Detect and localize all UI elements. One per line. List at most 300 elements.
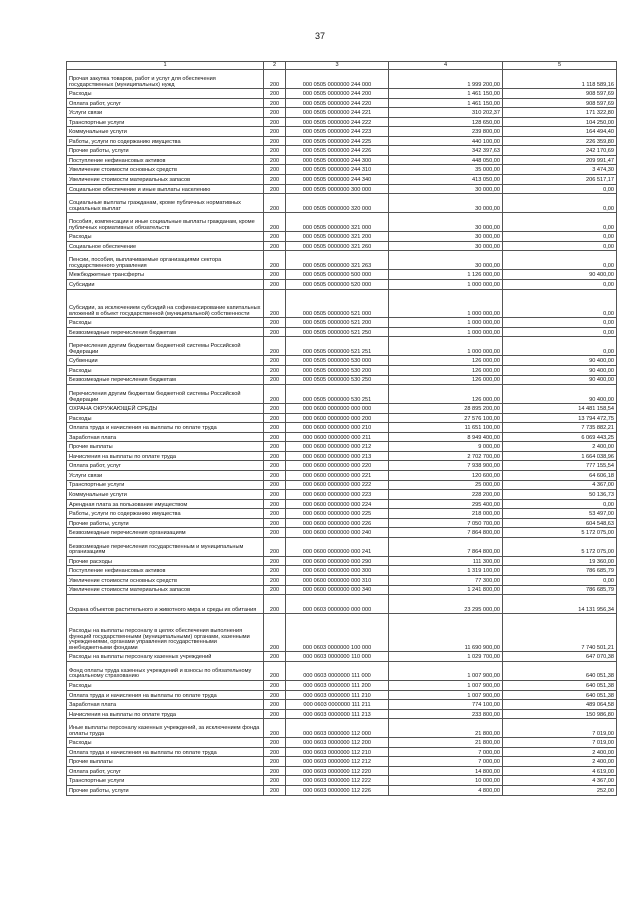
row-code-cell: 000 0600 0000000 000 223 (286, 490, 389, 500)
row-column-2-cell: 200 (264, 480, 286, 490)
table-row (67, 556, 617, 566)
row-value-5-cell: 640 051,38 (503, 690, 617, 700)
row-name-cell: Увеличение стоимости основных средств (67, 575, 264, 585)
row-value-5-cell: 206 517,17 (503, 175, 617, 185)
row-code-cell: 000 0603 0000000 100 000 (286, 614, 389, 652)
row-value-4-cell: 448 050,00 (389, 155, 503, 165)
row-column-2-cell: 200 (264, 432, 286, 442)
row-value-4-cell: 128 650,00 (389, 117, 503, 127)
row-code-cell: 000 0600 0000000 000 000 (286, 404, 389, 414)
row-value-5-cell: 5 172 075,00 (503, 537, 617, 556)
row-name-cell: Социальное обеспечение (67, 241, 264, 251)
row-code-cell: 000 0505 0000000 521 250 (286, 327, 389, 337)
row-code-cell: 000 0505 0000000 500 000 (286, 270, 389, 280)
row-column-2-cell: 200 (264, 461, 286, 471)
row-value-5-cell: 0,00 (503, 241, 617, 251)
row-value-5-cell: 171 322,80 (503, 108, 617, 118)
row-code-cell: 000 0600 0000000 000 240 (286, 528, 389, 538)
row-name-cell: Оплата труда и начисления на выплаты по оплате труда (67, 690, 264, 700)
row-code-cell: 000 0600 0000000 000 221 (286, 470, 389, 480)
row-column-2-cell: 200 (264, 442, 286, 452)
row-column-2-cell: 200 (264, 337, 286, 356)
row-name-cell: Увеличение стоимости материальных запасов (67, 175, 264, 185)
row-code-cell: 000 0603 0000000 112 200 (286, 738, 389, 748)
row-code-cell: 000 0505 0000000 321 263 (286, 251, 389, 270)
table-row (67, 117, 617, 127)
row-value-4-cell: 21 800,00 (389, 738, 503, 748)
row-name-cell: Заработная плата (67, 432, 264, 442)
row-code-cell: 000 0600 0000000 000 290 (286, 556, 389, 566)
row-value-5-cell: 90 400,00 (503, 270, 617, 280)
table-row (67, 136, 617, 146)
row-column-2-cell: 200 (264, 213, 286, 232)
row-code-cell: 000 0505 0000000 300 000 (286, 184, 389, 194)
row-code-cell: 000 0603 0000000 112 210 (286, 747, 389, 757)
row-name-cell: Пособия, компенсации и иные социальные выплаты гражданам, кроме публичных нормативных обязательств (67, 213, 264, 232)
row-name-cell: Услуги связи (67, 470, 264, 480)
row-code-cell: 000 0603 0000000 111 200 (286, 681, 389, 691)
row-column-2-cell: 200 (264, 451, 286, 461)
row-code-cell: 000 0603 0000000 112 226 (286, 786, 389, 796)
table-row (67, 766, 617, 776)
row-value-5-cell: 7 019,00 (503, 738, 617, 748)
row-value-5-cell: 14 131 956,34 (503, 595, 617, 614)
row-name-cell: Субсидии (67, 280, 264, 290)
row-code-cell: 000 0603 0000000 111 210 (286, 690, 389, 700)
row-column-2-cell: 200 (264, 232, 286, 242)
row-name-cell: Межбюджетные трансферты (67, 270, 264, 280)
table-row (67, 70, 617, 89)
row-column-2-cell: 200 (264, 241, 286, 251)
table-row (67, 432, 617, 442)
row-code-cell: 000 0600 0000000 000 225 (286, 509, 389, 519)
row-column-2-cell: 200 (264, 117, 286, 127)
row-code-cell: 000 0600 0000000 000 340 (286, 585, 389, 595)
row-code-cell: 000 0505 0000000 244 220 (286, 98, 389, 108)
row-value-5-cell: 0,00 (503, 280, 617, 290)
row-name-cell: Коммунальные услуги (67, 127, 264, 137)
row-value-4-cell: 1 241 800,00 (389, 585, 503, 595)
table-row (67, 194, 617, 213)
header-cell: 3 (286, 62, 389, 70)
table-row (67, 738, 617, 748)
row-value-5-cell: 7 735 882,21 (503, 423, 617, 433)
row-name-cell: Увеличение стоимости материальных запасов (67, 585, 264, 595)
row-value-5-cell: 90 400,00 (503, 375, 617, 385)
table-row (67, 175, 617, 185)
row-value-5-cell: 0,00 (503, 337, 617, 356)
row-column-2-cell: 200 (264, 614, 286, 652)
row-column-2-cell: 200 (264, 747, 286, 757)
row-value-4-cell: 1 000 000,00 (389, 327, 503, 337)
header-cell: 2 (264, 62, 286, 70)
table-row (67, 184, 617, 194)
table-row (67, 356, 617, 366)
table-row (67, 786, 617, 796)
table-row (67, 614, 617, 652)
row-value-4-cell: 23 295 000,00 (389, 595, 503, 614)
row-value-4-cell: 413 050,00 (389, 175, 503, 185)
row-code-cell: 000 0505 0000000 244 226 (286, 146, 389, 156)
row-value-4-cell: 1 461 150,00 (389, 98, 503, 108)
row-name-cell: Прочие выплаты (67, 442, 264, 452)
row-column-2-cell: 200 (264, 270, 286, 280)
table-row (67, 289, 617, 318)
row-name-cell: Расходы (67, 232, 264, 242)
row-column-2-cell: 200 (264, 766, 286, 776)
row-value-5-cell: 0,00 (503, 184, 617, 194)
row-value-5-cell: 908 597,69 (503, 89, 617, 99)
table-row (67, 127, 617, 137)
page-number: 37 (314, 31, 325, 41)
row-name-cell: Прочие работы, услуги (67, 146, 264, 156)
row-code-cell: 000 0603 0000000 112 222 (286, 776, 389, 786)
row-column-2-cell: 200 (264, 375, 286, 385)
row-name-cell: ОХРАНА ОКРУЖАЮЩЕЙ СРЕДЫ (67, 404, 264, 414)
row-value-5-cell: 2 400,00 (503, 757, 617, 767)
row-value-5-cell: 0,00 (503, 194, 617, 213)
row-code-cell: 000 0505 0000000 530 200 (286, 365, 389, 375)
table-row (67, 757, 617, 767)
row-value-4-cell: 342 397,63 (389, 146, 503, 156)
row-column-2-cell: 200 (264, 136, 286, 146)
table-row (67, 385, 617, 404)
row-name-cell: Начисления на выплаты по оплате труда (67, 451, 264, 461)
row-name-cell: Расходы на выплаты персоналу в целях обеспечения выполнения функций государственными (муниципальными) органами, казенными учреждениями, органами управления государственными внебюджетными фондами (67, 614, 264, 652)
table-row (67, 318, 617, 328)
table-row (67, 375, 617, 385)
row-value-4-cell: 1 461 150,00 (389, 89, 503, 99)
row-code-cell: 000 0505 0000000 244 225 (286, 136, 389, 146)
row-code-cell: 000 0600 0000000 000 226 (286, 518, 389, 528)
row-value-4-cell: 30 000,00 (389, 213, 503, 232)
row-value-5-cell: 90 400,00 (503, 365, 617, 375)
row-column-2-cell: 200 (264, 318, 286, 328)
row-name-cell: Расходы (67, 89, 264, 99)
row-value-5-cell: 0,00 (503, 213, 617, 232)
row-column-2-cell: 200 (264, 89, 286, 99)
row-value-5-cell: 4 367,00 (503, 776, 617, 786)
row-code-cell: 000 0505 0000000 530 251 (286, 385, 389, 404)
header-cell: 1 (67, 62, 264, 70)
row-value-4-cell: 126 000,00 (389, 375, 503, 385)
table-row (67, 509, 617, 519)
row-value-5-cell: 226 359,80 (503, 136, 617, 146)
table-row (67, 652, 617, 662)
row-column-2-cell: 200 (264, 356, 286, 366)
row-value-5-cell: 0,00 (503, 232, 617, 242)
row-column-2-cell: 200 (264, 251, 286, 270)
row-value-4-cell: 1 007 900,00 (389, 690, 503, 700)
budget-table (66, 61, 617, 796)
row-column-2-cell: 200 (264, 709, 286, 719)
row-column-2-cell: 200 (264, 175, 286, 185)
row-name-cell: Расходы (67, 413, 264, 423)
row-name-cell: Охрана объектов растительного и животного мира и среды их обитания (67, 595, 264, 614)
table-row (67, 490, 617, 500)
row-name-cell: Оплата труда и начисления на выплаты по оплате труда (67, 423, 264, 433)
row-value-4-cell: 1 007 900,00 (389, 681, 503, 691)
row-code-cell: 000 0603 0000000 112 212 (286, 757, 389, 767)
row-name-cell: Безвозмездные перечисления бюджетам (67, 375, 264, 385)
row-name-cell: Расходы (67, 318, 264, 328)
table-row (67, 585, 617, 595)
row-value-4-cell: 1 000 000,00 (389, 318, 503, 328)
row-name-cell: Оплата работ, услуг (67, 461, 264, 471)
row-value-4-cell: 10 000,00 (389, 776, 503, 786)
row-column-2-cell: 200 (264, 700, 286, 710)
row-value-4-cell: 30 000,00 (389, 232, 503, 242)
row-value-4-cell: 7 864 800,00 (389, 537, 503, 556)
row-value-4-cell: 7 938 900,00 (389, 461, 503, 471)
row-value-4-cell: 11 690 900,00 (389, 614, 503, 652)
row-code-cell: 000 0600 0000000 000 222 (286, 480, 389, 490)
row-value-5-cell: 50 136,73 (503, 490, 617, 500)
table-row (67, 337, 617, 356)
row-name-cell: Социальные выплаты гражданам, кроме публичных нормативных социальных выплат (67, 194, 264, 213)
table-row (67, 108, 617, 118)
row-value-5-cell: 164 494,40 (503, 127, 617, 137)
row-column-2-cell: 200 (264, 365, 286, 375)
table-row (67, 251, 617, 270)
row-value-4-cell: 77 300,00 (389, 575, 503, 585)
row-column-2-cell: 200 (264, 690, 286, 700)
row-value-4-cell: 25 000,00 (389, 480, 503, 490)
row-name-cell: Пенсии, пособия, выплачиваемые организациями сектора государственного управления (67, 251, 264, 270)
row-code-cell: 000 0505 0000000 521 000 (286, 289, 389, 318)
row-value-4-cell: 218 000,00 (389, 509, 503, 519)
row-code-cell: 000 0505 0000000 321 260 (286, 241, 389, 251)
row-code-cell: 000 0505 0000000 521 200 (286, 318, 389, 328)
table-row (67, 213, 617, 232)
row-name-cell: Субвенции (67, 356, 264, 366)
row-value-5-cell: 786 685,79 (503, 566, 617, 576)
row-name-cell: Расходы (67, 681, 264, 691)
table-row (67, 528, 617, 538)
table-row (67, 155, 617, 165)
row-code-cell: 000 0505 0000000 244 221 (286, 108, 389, 118)
row-name-cell: Работы, услуги по содержанию имущества (67, 136, 264, 146)
table-row (67, 413, 617, 423)
row-value-4-cell: 1 007 900,00 (389, 661, 503, 680)
row-value-4-cell: 30 000,00 (389, 241, 503, 251)
row-value-4-cell: 30 000,00 (389, 251, 503, 270)
row-name-cell: Поступление нефинансовых активов (67, 155, 264, 165)
table-row (67, 719, 617, 738)
row-value-4-cell: 35 000,00 (389, 165, 503, 175)
row-column-2-cell: 200 (264, 566, 286, 576)
row-column-2-cell: 200 (264, 165, 286, 175)
row-code-cell: 000 0505 0000000 530 000 (286, 356, 389, 366)
row-value-4-cell: 1 000 000,00 (389, 280, 503, 290)
table-row (67, 747, 617, 757)
row-code-cell: 000 0603 0000000 111 213 (286, 709, 389, 719)
row-column-2-cell: 200 (264, 518, 286, 528)
row-code-cell: 000 0505 0000000 244 200 (286, 89, 389, 99)
row-code-cell: 000 0600 0000000 000 211 (286, 432, 389, 442)
row-column-2-cell: 200 (264, 776, 286, 786)
header-cell: 5 (503, 62, 617, 70)
row-name-cell: Прочие выплаты (67, 757, 264, 767)
row-value-4-cell: 126 000,00 (389, 385, 503, 404)
row-column-2-cell: 200 (264, 327, 286, 337)
row-column-2-cell: 200 (264, 280, 286, 290)
table-header-row (67, 62, 617, 70)
row-code-cell: 000 0505 0000000 520 000 (286, 280, 389, 290)
row-value-4-cell: 440 100,00 (389, 136, 503, 146)
table-row (67, 661, 617, 680)
row-name-cell: Услуги связи (67, 108, 264, 118)
row-name-cell: Заработная плата (67, 700, 264, 710)
row-code-cell: 000 0603 0000000 111 211 (286, 700, 389, 710)
row-value-5-cell: 252,00 (503, 786, 617, 796)
row-value-5-cell: 4 619,00 (503, 766, 617, 776)
row-name-cell: Оплата работ, услуг (67, 98, 264, 108)
table-row (67, 442, 617, 452)
row-column-2-cell: 200 (264, 719, 286, 738)
row-value-4-cell: 1 000 000,00 (389, 289, 503, 318)
row-value-5-cell: 0,00 (503, 575, 617, 585)
row-value-4-cell: 30 000,00 (389, 184, 503, 194)
row-value-5-cell: 3 474,30 (503, 165, 617, 175)
row-name-cell: Транспортные услуги (67, 117, 264, 127)
table-row (67, 595, 617, 614)
row-column-2-cell: 200 (264, 490, 286, 500)
row-value-4-cell: 120 600,00 (389, 470, 503, 480)
row-value-4-cell: 7 000,00 (389, 747, 503, 757)
row-code-cell: 000 0600 0000000 000 213 (286, 451, 389, 461)
row-value-5-cell: 150 986,80 (503, 709, 617, 719)
table-row (67, 690, 617, 700)
row-name-cell: Прочие работы, услуги (67, 786, 264, 796)
row-name-cell: Поступление нефинансовых активов (67, 566, 264, 576)
row-name-cell: Субсидии, за исключением субсидий на софинансирование капитальных вложений в объект государственной (муниципальной) собственности (67, 289, 264, 318)
row-column-2-cell: 200 (264, 413, 286, 423)
row-value-5-cell: 6 069 443,25 (503, 432, 617, 442)
row-value-4-cell: 233 800,00 (389, 709, 503, 719)
row-value-5-cell: 53 497,00 (503, 509, 617, 519)
row-value-5-cell: 90 400,00 (503, 356, 617, 366)
row-name-cell: Работы, услуги по содержанию имущества (67, 509, 264, 519)
row-code-cell: 000 0505 0000000 244 222 (286, 117, 389, 127)
row-value-4-cell: 1 126 000,00 (389, 270, 503, 280)
row-value-4-cell: 7 864 800,00 (389, 528, 503, 538)
table-row (67, 480, 617, 490)
row-value-4-cell: 27 576 100,00 (389, 413, 503, 423)
row-name-cell: Прочие работы, услуги (67, 518, 264, 528)
table-row (67, 499, 617, 509)
table-row (67, 165, 617, 175)
row-value-4-cell: 295 400,00 (389, 499, 503, 509)
row-column-2-cell: 200 (264, 575, 286, 585)
row-code-cell: 000 0505 0000000 244 310 (286, 165, 389, 175)
table-row (67, 709, 617, 719)
row-value-4-cell: 14 800,00 (389, 766, 503, 776)
row-code-cell: 000 0603 0000000 112 220 (286, 766, 389, 776)
row-value-5-cell: 90 400,00 (503, 385, 617, 404)
row-value-5-cell: 7 740 501,21 (503, 614, 617, 652)
row-name-cell: Безвозмездные перечисления организациям (67, 528, 264, 538)
row-value-4-cell: 8 949 400,00 (389, 432, 503, 442)
row-value-5-cell: 0,00 (503, 499, 617, 509)
row-value-4-cell: 9 000,00 (389, 442, 503, 452)
row-name-cell: Транспортные услуги (67, 776, 264, 786)
table-row (67, 470, 617, 480)
row-code-cell: 000 0600 0000000 000 224 (286, 499, 389, 509)
row-column-2-cell: 200 (264, 595, 286, 614)
row-name-cell: Прочая закупка товаров, работ и услуг для обеспечения государственных (муниципальных) нужд (67, 70, 264, 89)
row-value-5-cell: 786 685,79 (503, 585, 617, 595)
row-code-cell: 000 0505 0000000 521 251 (286, 337, 389, 356)
row-column-2-cell: 200 (264, 738, 286, 748)
table-row (67, 404, 617, 414)
table-row (67, 270, 617, 280)
row-column-2-cell: 200 (264, 509, 286, 519)
row-code-cell: 000 0600 0000000 000 300 (286, 566, 389, 576)
row-column-2-cell: 200 (264, 681, 286, 691)
row-code-cell: 000 0505 0000000 321 200 (286, 232, 389, 242)
row-value-4-cell: 1 000 000,00 (389, 337, 503, 356)
row-value-4-cell: 774 100,00 (389, 700, 503, 710)
row-value-5-cell: 0,00 (503, 251, 617, 270)
row-name-cell: Начисления на выплаты по оплате труда (67, 709, 264, 719)
row-name-cell: Коммунальные услуги (67, 490, 264, 500)
row-name-cell: Перечисления другим бюджетам бюджетной системы Российской Федерации (67, 337, 264, 356)
row-value-4-cell: 7 050 700,00 (389, 518, 503, 528)
row-value-4-cell: 1 319 100,00 (389, 566, 503, 576)
table-row (67, 518, 617, 528)
row-column-2-cell: 200 (264, 528, 286, 538)
row-code-cell: 000 0600 0000000 000 310 (286, 575, 389, 585)
row-value-5-cell: 1 118 589,16 (503, 70, 617, 89)
table-row (67, 451, 617, 461)
row-column-2-cell: 200 (264, 786, 286, 796)
row-name-cell: Увеличение стоимости основных средств (67, 165, 264, 175)
row-code-cell: 000 0600 0000000 000 212 (286, 442, 389, 452)
table-row (67, 423, 617, 433)
row-value-5-cell: 2 400,00 (503, 747, 617, 757)
row-column-2-cell: 200 (264, 184, 286, 194)
row-name-cell: Расходы (67, 738, 264, 748)
table-row (67, 566, 617, 576)
row-name-cell: Оплата работ, услуг (67, 766, 264, 776)
table-row (67, 146, 617, 156)
row-name-cell: Социальное обеспечение и иные выплаты населению (67, 184, 264, 194)
row-value-4-cell: 30 000,00 (389, 194, 503, 213)
row-column-2-cell: 200 (264, 155, 286, 165)
row-column-2-cell: 200 (264, 404, 286, 414)
row-column-2-cell: 200 (264, 423, 286, 433)
table-row (67, 461, 617, 471)
row-value-4-cell: 1 029 700,00 (389, 652, 503, 662)
table-row (67, 776, 617, 786)
row-value-4-cell: 4 800,00 (389, 786, 503, 796)
row-column-2-cell: 200 (264, 146, 286, 156)
row-value-5-cell: 908 597,69 (503, 98, 617, 108)
row-column-2-cell: 200 (264, 194, 286, 213)
row-value-5-cell: 4 367,00 (503, 480, 617, 490)
row-code-cell: 000 0505 0000000 320 000 (286, 194, 389, 213)
table-row (67, 537, 617, 556)
row-value-5-cell: 209 991,47 (503, 155, 617, 165)
row-code-cell: 000 0603 0000000 000 000 (286, 595, 389, 614)
row-value-4-cell: 228 200,00 (389, 490, 503, 500)
row-value-5-cell: 242 170,69 (503, 146, 617, 156)
row-column-2-cell: 200 (264, 499, 286, 509)
row-column-2-cell: 200 (264, 70, 286, 89)
row-value-5-cell: 1 664 038,96 (503, 451, 617, 461)
row-value-4-cell: 7 000,00 (389, 757, 503, 767)
